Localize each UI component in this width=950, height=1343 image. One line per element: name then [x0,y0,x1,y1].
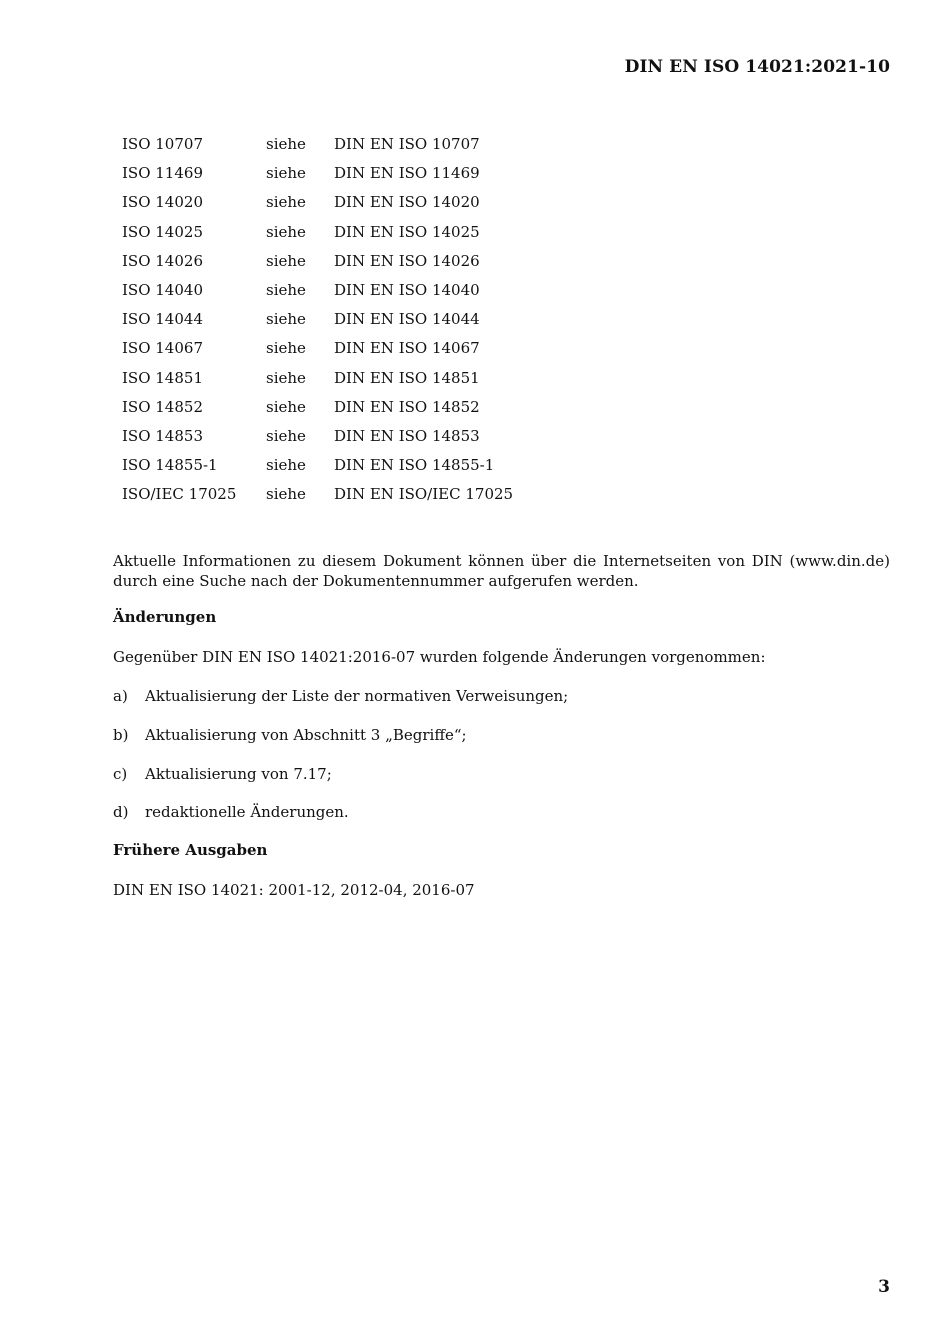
reference-row [122,334,513,363]
din-reference: DIN EN ISO 14044 [334,310,480,329]
see-label: siehe [266,397,306,416]
previous-editions-heading: Frühere Ausgaben [113,841,268,859]
see-label: siehe [266,339,306,358]
reference-row [122,305,513,334]
see-label: siehe [266,222,306,241]
page-number: 3 [878,1277,890,1297]
reference-row [122,159,513,188]
changes-heading: Änderungen [113,608,217,626]
changes-list-item [113,764,332,784]
list-item-text: Aktualisierung der Liste der normativen Verweisungen; [145,687,569,705]
din-reference: DIN EN ISO 10707 [334,135,480,153]
iso-reference: ISO 10707 [122,135,203,153]
din-reference: DIN EN ISO 14020 [334,193,480,212]
changes-intro: Gegenüber DIN EN ISO 14021:2016-07 wurden folgende Änderungen vorgenommen: [113,648,766,666]
document-id-header: DIN EN ISO 14021:2021-10 [624,57,890,77]
iso-reference: ISO 11469 [122,164,203,183]
changes-list-item [113,802,349,822]
iso-reference: ISO 14044 [122,310,203,329]
reference-row [122,393,513,422]
reference-row [122,364,513,393]
reference-row [122,451,513,480]
din-reference: DIN EN ISO 14040 [334,281,480,300]
din-reference: DIN EN ISO 14025 [334,222,480,241]
reference-row [122,218,513,247]
list-item-text: Aktualisierung von Abschnitt 3 „Begriffe“; [145,726,467,744]
see-label: siehe [266,281,306,300]
list-marker: c) [113,765,128,783]
din-reference: DIN EN ISO 14851 [334,368,480,387]
see-label: siehe [266,193,306,212]
iso-reference: ISO 14025 [122,222,203,241]
list-marker: b) [113,726,129,744]
list-item-text: redaktionelle Änderungen. [145,803,349,821]
iso-reference: ISO 14852 [122,397,203,416]
see-label: siehe [266,456,306,475]
iso-reference: ISO 14026 [122,251,203,270]
din-reference: DIN EN ISO 14855-1 [334,456,495,475]
iso-reference: ISO 14853 [122,427,203,446]
din-reference: DIN EN ISO 11469 [334,164,480,183]
reference-table-body [122,130,513,510]
list-marker: a) [113,687,128,705]
iso-reference: ISO 14855-1 [122,456,218,475]
iso-reference: ISO 14040 [122,281,203,300]
see-label: siehe [266,368,306,387]
see-label: siehe [266,427,306,446]
see-label: siehe [266,251,306,270]
list-marker: d) [113,803,129,821]
see-label: siehe [266,135,306,153]
changes-list-item [113,686,568,706]
list-item-text: Aktualisierung von 7.17; [145,765,332,783]
iso-reference: ISO 14020 [122,193,203,212]
info-paragraph: Aktuelle Informationen zu diesem Dokument können über die Internetseiten von DIN (www.din.de) durch eine Suche nach der Dokumentennummer aufgerufen werden. [113,552,890,590]
reference-row [122,422,513,451]
reference-row [122,276,513,305]
previous-editions-text: DIN EN ISO 14021: 2001-12, 2012-04, 2016-07 [113,881,475,899]
see-label: siehe [266,310,306,329]
changes-list-item [113,725,467,745]
din-reference: DIN EN ISO 14853 [334,427,480,446]
din-reference: DIN EN ISO 14067 [334,339,480,358]
reference-row [122,188,513,217]
see-label: siehe [266,164,306,183]
din-reference: DIN EN ISO 14026 [334,251,480,270]
see-label: siehe [266,485,306,504]
reference-table [122,130,513,510]
iso-reference: ISO 14067 [122,339,203,358]
reference-row [122,130,513,159]
reference-row [122,480,513,509]
din-reference: DIN EN ISO 14852 [334,397,480,416]
iso-reference: ISO 14851 [122,368,203,387]
din-reference: DIN EN ISO/IEC 17025 [334,485,514,504]
reference-row [122,247,513,276]
iso-reference: ISO/IEC 17025 [122,485,237,504]
